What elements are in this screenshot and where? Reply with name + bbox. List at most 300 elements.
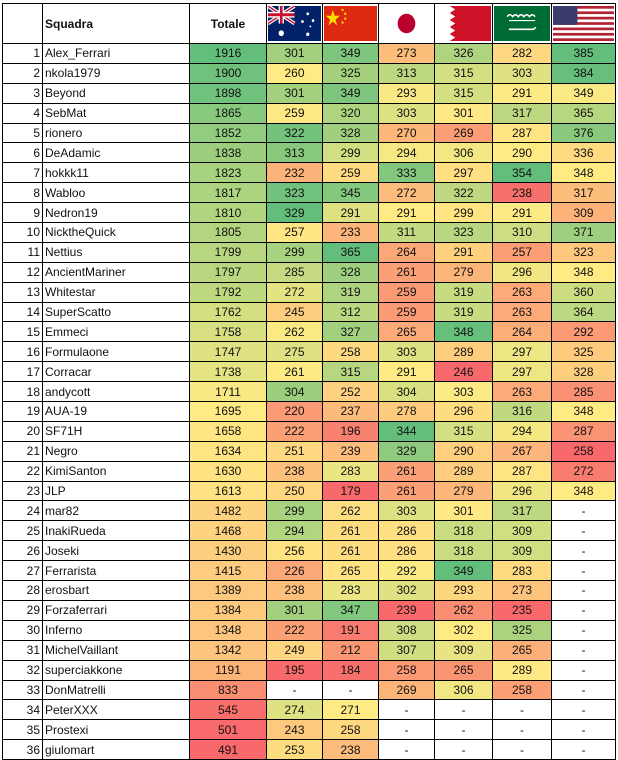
race-score-cell: 385	[552, 44, 616, 64]
race-score-cell: -	[493, 700, 552, 720]
total-cell: 1916	[190, 44, 267, 64]
race-score-cell: 318	[435, 541, 493, 561]
race-score-cell: 222	[267, 620, 323, 640]
table-row	[3, 302, 616, 322]
race-score-cell: 293	[379, 83, 435, 103]
race-score-cell: 263	[493, 282, 552, 302]
race-score-cell: 270	[379, 123, 435, 143]
total-cell: 1348	[190, 620, 267, 640]
saudi-arabia-flag-icon	[493, 4, 552, 44]
race-score-cell: 257	[493, 242, 552, 262]
bahrain-flag-icon	[435, 4, 493, 44]
race-score-cell: -	[435, 740, 493, 760]
race-score-cell: 304	[267, 382, 323, 402]
race-score-cell: 303	[379, 103, 435, 123]
total-cell: 1797	[190, 262, 267, 282]
total-cell: 1430	[190, 541, 267, 561]
race-score-cell: 309	[493, 541, 552, 561]
race-score-cell: 333	[379, 163, 435, 183]
total-cell: 1738	[190, 362, 267, 382]
team-name-cell: AUA-19	[43, 402, 190, 422]
total-cell: 1634	[190, 441, 267, 461]
race-score-cell: 345	[323, 183, 379, 203]
race-score-cell: 336	[552, 143, 616, 163]
race-score-cell: 238	[267, 581, 323, 601]
race-score-cell: 302	[435, 620, 493, 640]
rank-cell: 24	[3, 501, 43, 521]
total-cell: 1758	[190, 322, 267, 342]
race-score-cell: 258	[323, 342, 379, 362]
race-score-cell: 184	[323, 660, 379, 680]
race-score-cell: 243	[267, 720, 323, 740]
race-score-cell: 322	[435, 183, 493, 203]
race-score-cell: 290	[493, 143, 552, 163]
race-score-cell: 328	[323, 123, 379, 143]
race-score-cell: 299	[267, 501, 323, 521]
race-score-cell: 329	[379, 441, 435, 461]
rank-cell: 12	[3, 262, 43, 282]
race-score-cell: 294	[379, 143, 435, 163]
team-name-cell: SebMat	[43, 103, 190, 123]
race-score-cell: 291	[379, 203, 435, 223]
race-score-cell: 290	[435, 441, 493, 461]
race-score-cell: 348	[552, 402, 616, 422]
race-score-cell: 272	[379, 183, 435, 203]
race-score-cell: 286	[379, 541, 435, 561]
race-score-cell: 278	[379, 402, 435, 422]
race-score-cell: 320	[323, 103, 379, 123]
team-name-cell: JLP	[43, 481, 190, 501]
team-name-cell: Alex_Ferrari	[43, 44, 190, 64]
rank-cell: 1	[3, 44, 43, 64]
rank-cell: 7	[3, 163, 43, 183]
race-score-cell: -	[552, 640, 616, 660]
race-score-cell: 273	[493, 581, 552, 601]
race-score-cell: 348	[552, 163, 616, 183]
table-row	[3, 421, 616, 441]
table-row	[3, 382, 616, 402]
japan-flag-icon	[379, 4, 435, 44]
table-row	[3, 223, 616, 243]
table-row	[3, 561, 616, 581]
race-score-cell: 239	[323, 441, 379, 461]
race-score-cell: 238	[493, 183, 552, 203]
race-score-cell: 317	[552, 183, 616, 203]
race-score-cell: 316	[493, 402, 552, 422]
total-cell: 1838	[190, 143, 267, 163]
race-score-cell: 273	[379, 44, 435, 64]
race-score-cell: 329	[267, 203, 323, 223]
race-score-cell: 293	[435, 581, 493, 601]
race-score-cell: 302	[379, 581, 435, 601]
race-score-cell: 349	[552, 83, 616, 103]
team-name-cell: InakiRueda	[43, 521, 190, 541]
race-score-cell: 323	[435, 223, 493, 243]
table-row	[3, 720, 616, 740]
race-score-cell: 279	[435, 481, 493, 501]
team-name-cell: KimiSanton	[43, 461, 190, 481]
race-score-cell: 289	[435, 461, 493, 481]
race-score-cell: 360	[552, 282, 616, 302]
race-score-cell: 299	[435, 203, 493, 223]
table-row	[3, 541, 616, 561]
rank-cell: 34	[3, 700, 43, 720]
race-score-cell: 260	[267, 63, 323, 83]
team-name-cell: superciakkone	[43, 660, 190, 680]
total-cell: 1613	[190, 481, 267, 501]
race-score-cell: 283	[323, 461, 379, 481]
race-score-cell: 294	[267, 521, 323, 541]
race-score-cell: 309	[493, 521, 552, 541]
race-score-cell: 296	[435, 402, 493, 422]
team-name-cell: MichelVaillant	[43, 640, 190, 660]
race-score-cell: 297	[435, 163, 493, 183]
total-cell: 833	[190, 680, 267, 700]
rank-cell: 25	[3, 521, 43, 541]
table-row	[3, 700, 616, 720]
team-name-cell: Forzaferrari	[43, 600, 190, 620]
race-score-cell: 258	[323, 720, 379, 740]
race-score-cell: 282	[493, 44, 552, 64]
race-score-cell: 191	[323, 620, 379, 640]
race-score-cell: 275	[267, 342, 323, 362]
table-row	[3, 342, 616, 362]
race-score-cell: 289	[493, 660, 552, 680]
race-score-cell: 264	[379, 242, 435, 262]
rank-cell: 5	[3, 123, 43, 143]
race-score-cell: 222	[267, 421, 323, 441]
race-score-cell: 349	[323, 44, 379, 64]
race-score-cell: 323	[267, 183, 323, 203]
race-score-cell: 232	[267, 163, 323, 183]
race-score-cell: -	[493, 740, 552, 760]
race-score-cell: 349	[323, 83, 379, 103]
team-name-cell: SF71H	[43, 421, 190, 441]
table-row	[3, 123, 616, 143]
race-score-cell: 303	[379, 342, 435, 362]
team-name-cell: Prostexi	[43, 720, 190, 740]
rank-cell: 19	[3, 402, 43, 422]
total-cell: 1711	[190, 382, 267, 402]
table-row	[3, 620, 616, 640]
race-score-cell: 328	[323, 262, 379, 282]
total-cell: 1191	[190, 660, 267, 680]
race-score-cell: 279	[435, 262, 493, 282]
race-score-cell: 256	[267, 541, 323, 561]
team-name-cell: Nettius	[43, 242, 190, 262]
race-score-cell: 291	[323, 203, 379, 223]
total-cell: 1695	[190, 402, 267, 422]
race-score-cell: 261	[323, 521, 379, 541]
team-header: Squadra	[43, 4, 190, 44]
race-score-cell: 326	[435, 44, 493, 64]
race-score-cell: -	[379, 700, 435, 720]
total-cell: 1762	[190, 302, 267, 322]
total-cell: 1865	[190, 103, 267, 123]
race-score-cell: 265	[493, 640, 552, 660]
race-score-cell: 344	[379, 421, 435, 441]
race-score-cell: -	[552, 720, 616, 740]
team-name-cell: DonMatrelli	[43, 680, 190, 700]
race-score-cell: 195	[267, 660, 323, 680]
rank-cell: 30	[3, 620, 43, 640]
total-cell: 1810	[190, 203, 267, 223]
race-score-cell: 272	[267, 282, 323, 302]
team-name-cell: erosbart	[43, 581, 190, 601]
race-score-cell: 311	[379, 223, 435, 243]
race-score-cell: 365	[323, 242, 379, 262]
table-row	[3, 740, 616, 760]
race-score-cell: 365	[552, 103, 616, 123]
race-score-cell: 376	[552, 123, 616, 143]
team-name-cell: Joseki	[43, 541, 190, 561]
total-cell: 1415	[190, 561, 267, 581]
race-score-cell: 265	[435, 660, 493, 680]
race-score-cell: 304	[379, 382, 435, 402]
race-score-cell: -	[552, 521, 616, 541]
race-score-cell: -	[552, 501, 616, 521]
race-score-cell: -	[435, 700, 493, 720]
race-score-cell: 301	[435, 501, 493, 521]
race-score-cell: 312	[323, 302, 379, 322]
team-name-cell: AncientMariner	[43, 262, 190, 282]
race-score-cell: 323	[552, 242, 616, 262]
race-score-cell: 261	[379, 481, 435, 501]
team-name-cell: Negro	[43, 441, 190, 461]
race-score-cell: 272	[552, 461, 616, 481]
rank-cell: 6	[3, 143, 43, 163]
team-name-cell: Formulaone	[43, 342, 190, 362]
total-cell: 1384	[190, 600, 267, 620]
race-score-cell: 325	[552, 342, 616, 362]
race-score-cell: 289	[435, 342, 493, 362]
race-score-cell: 271	[323, 700, 379, 720]
total-cell: 1823	[190, 163, 267, 183]
rank-cell: 26	[3, 541, 43, 561]
team-name-cell: Wabloo	[43, 183, 190, 203]
race-score-cell: 235	[493, 600, 552, 620]
race-score-cell: 220	[267, 402, 323, 422]
race-score-cell: 364	[552, 302, 616, 322]
race-score-cell: 384	[552, 63, 616, 83]
race-score-cell: 283	[493, 561, 552, 581]
race-score-cell: 212	[323, 640, 379, 660]
race-score-cell: 328	[552, 362, 616, 382]
race-score-cell: 291	[493, 83, 552, 103]
table-row	[3, 183, 616, 203]
race-score-cell: 274	[267, 700, 323, 720]
race-score-cell: 306	[435, 680, 493, 700]
rank-cell: 11	[3, 242, 43, 262]
total-cell: 501	[190, 720, 267, 740]
table-row	[3, 660, 616, 680]
team-name-cell: andycott	[43, 382, 190, 402]
race-score-cell: 297	[493, 362, 552, 382]
race-score-cell: 249	[267, 640, 323, 660]
race-score-cell: -	[552, 700, 616, 720]
race-score-cell: -	[435, 720, 493, 740]
race-score-cell: -	[552, 541, 616, 561]
rank-cell: 22	[3, 461, 43, 481]
race-score-cell: 262	[267, 322, 323, 342]
race-score-cell: 347	[323, 600, 379, 620]
table-row	[3, 402, 616, 422]
race-score-cell: -	[552, 660, 616, 680]
race-score-cell: 292	[552, 322, 616, 342]
race-score-cell: 258	[493, 680, 552, 700]
race-score-cell: 252	[323, 382, 379, 402]
table-row	[3, 103, 616, 123]
race-score-cell: 309	[552, 203, 616, 223]
race-score-cell: 269	[435, 123, 493, 143]
race-score-cell: -	[379, 740, 435, 760]
race-score-cell: 308	[379, 620, 435, 640]
rank-cell: 32	[3, 660, 43, 680]
total-cell: 1817	[190, 183, 267, 203]
race-score-cell: 291	[379, 362, 435, 382]
team-name-cell: rionero	[43, 123, 190, 143]
rank-cell: 35	[3, 720, 43, 740]
race-score-cell: 259	[379, 282, 435, 302]
race-score-cell: 296	[493, 262, 552, 282]
race-score-cell: 263	[493, 302, 552, 322]
table-row	[3, 680, 616, 700]
australia-flag-icon	[267, 4, 323, 44]
race-score-cell: 315	[323, 362, 379, 382]
total-cell: 491	[190, 740, 267, 760]
race-score-cell: -	[552, 740, 616, 760]
rank-cell: 36	[3, 740, 43, 760]
team-name-cell: Nedron19	[43, 203, 190, 223]
race-score-cell: 246	[435, 362, 493, 382]
race-score-cell: 258	[379, 660, 435, 680]
table-row	[3, 501, 616, 521]
table-row	[3, 44, 616, 64]
team-name-cell: giulomart	[43, 740, 190, 760]
team-name-cell: Whitestar	[43, 282, 190, 302]
race-score-cell: 301	[435, 103, 493, 123]
table-row	[3, 63, 616, 83]
race-score-cell: 348	[552, 262, 616, 282]
total-cell: 1747	[190, 342, 267, 362]
table-row	[3, 581, 616, 601]
rank-cell: 9	[3, 203, 43, 223]
race-score-cell: -	[379, 720, 435, 740]
table-row	[3, 163, 616, 183]
race-score-cell: 319	[435, 282, 493, 302]
race-score-cell: 317	[493, 103, 552, 123]
race-score-cell: 264	[493, 322, 552, 342]
race-score-cell: 265	[323, 561, 379, 581]
team-name-cell: hokkk11	[43, 163, 190, 183]
rank-cell: 28	[3, 581, 43, 601]
table-row	[3, 262, 616, 282]
total-cell: 1468	[190, 521, 267, 541]
race-score-cell: -	[267, 680, 323, 700]
table-row	[3, 521, 616, 541]
race-score-cell: 259	[323, 163, 379, 183]
table-row	[3, 322, 616, 342]
rank-cell: 21	[3, 441, 43, 461]
race-score-cell: 239	[379, 600, 435, 620]
team-name-cell: Ferrarista	[43, 561, 190, 581]
race-score-cell: 294	[493, 421, 552, 441]
race-score-cell: -	[552, 561, 616, 581]
race-score-cell: 313	[267, 143, 323, 163]
rank-cell: 13	[3, 282, 43, 302]
total-cell: 1799	[190, 242, 267, 262]
race-score-cell: 327	[323, 322, 379, 342]
race-score-cell: 267	[493, 441, 552, 461]
results-table	[2, 3, 616, 760]
race-score-cell: 303	[379, 501, 435, 521]
team-name-cell: NicktheQuick	[43, 223, 190, 243]
race-score-cell: 261	[267, 362, 323, 382]
race-score-cell: 325	[493, 620, 552, 640]
race-score-cell: 179	[323, 481, 379, 501]
race-score-cell: 286	[379, 521, 435, 541]
race-score-cell: 315	[435, 83, 493, 103]
race-score-cell: 310	[493, 223, 552, 243]
race-score-cell: 354	[493, 163, 552, 183]
table-row	[3, 481, 616, 501]
total-cell: 1852	[190, 123, 267, 143]
race-score-cell: 262	[435, 600, 493, 620]
table-row	[3, 441, 616, 461]
race-score-cell: -	[552, 581, 616, 601]
team-name-cell: Inferno	[43, 620, 190, 640]
race-score-cell: 301	[267, 600, 323, 620]
total-cell: 1792	[190, 282, 267, 302]
race-score-cell: 315	[435, 63, 493, 83]
race-score-cell: 319	[323, 282, 379, 302]
rank-cell: 14	[3, 302, 43, 322]
race-score-cell: 348	[435, 322, 493, 342]
race-score-cell: -	[493, 720, 552, 740]
race-score-cell: 297	[493, 342, 552, 362]
race-score-cell: 285	[552, 382, 616, 402]
race-score-cell: 315	[435, 421, 493, 441]
team-name-cell: Beyond	[43, 83, 190, 103]
table-row	[3, 203, 616, 223]
total-cell: 545	[190, 700, 267, 720]
header-corner	[3, 4, 43, 44]
rank-cell: 33	[3, 680, 43, 700]
race-score-cell: 307	[379, 640, 435, 660]
china-flag-icon	[323, 4, 379, 44]
table-row	[3, 83, 616, 103]
total-cell: 1898	[190, 83, 267, 103]
table-row	[3, 282, 616, 302]
rank-cell: 27	[3, 561, 43, 581]
total-cell: 1900	[190, 63, 267, 83]
total-cell: 1389	[190, 581, 267, 601]
rank-cell: 23	[3, 481, 43, 501]
total-cell: 1342	[190, 640, 267, 660]
race-score-cell: 253	[267, 740, 323, 760]
team-name-cell: DeAdamic	[43, 143, 190, 163]
team-name-cell: mar82	[43, 501, 190, 521]
rank-cell: 10	[3, 223, 43, 243]
rank-cell: 15	[3, 322, 43, 342]
race-score-cell: 325	[323, 63, 379, 83]
race-score-cell: -	[552, 600, 616, 620]
race-score-cell: 287	[552, 421, 616, 441]
race-score-cell: 322	[267, 123, 323, 143]
race-score-cell: 261	[379, 461, 435, 481]
team-name-cell: SuperScatto	[43, 302, 190, 322]
race-score-cell: 265	[379, 322, 435, 342]
